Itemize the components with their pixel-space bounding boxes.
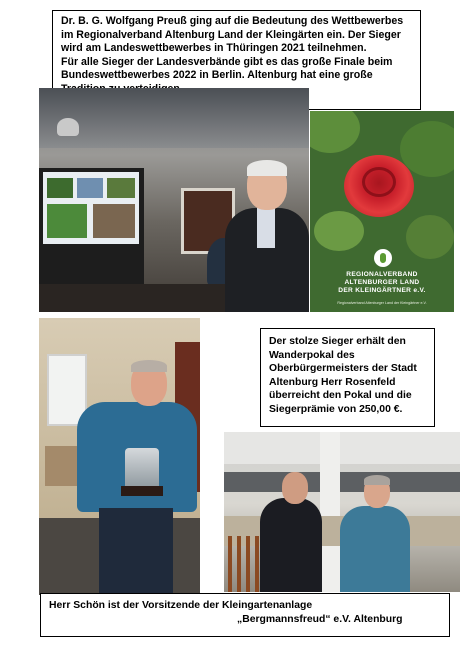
caption-line: „Bergmannsfreud“ e.V. Altenburg <box>237 614 403 625</box>
winner-line: Wanderpokal des <box>269 349 355 361</box>
intro-line: Dr. B. G. Wolfgang Preuß ging auf die Bedeutung des Wettbewerbes <box>61 15 404 27</box>
ceiling-lamp <box>57 118 79 136</box>
intro-line: Bundeswettbewerbes 2022 in Berlin. Altenburg hat eine große <box>61 69 373 82</box>
caption-line: Herr Schön ist der Vorsitzende der Kleingartenanlage <box>49 600 313 611</box>
speech-photo <box>39 88 309 312</box>
winner-line: Altenburg Herr Rosenfeld <box>269 376 396 388</box>
bench <box>45 446 79 486</box>
ceiling <box>39 88 309 148</box>
winner-line: Oberbürgermeisters der Stadt <box>269 363 417 375</box>
winner-trophy-photo <box>39 318 200 595</box>
winner-person <box>340 506 410 592</box>
association-logo <box>374 249 392 267</box>
banner-fine-print: Regionalverband Altenburger Land der Kleingärtner e.V. <box>337 301 427 305</box>
winner-line: Der stolze Sieger erhält den <box>269 336 406 347</box>
pillar <box>320 432 340 592</box>
table <box>39 284 229 312</box>
handover-photo <box>224 432 460 592</box>
speaker <box>225 162 309 312</box>
intro-line: wird am Landeswettbewerbes in Thüringen 2021 teilnehmen. <box>61 42 367 55</box>
chairs <box>228 536 264 592</box>
trophy <box>125 448 159 490</box>
presentation-slide <box>43 172 139 244</box>
rose-banner-photo <box>310 111 454 312</box>
winner-line: Siegerprämie von 250,00 €. <box>269 403 403 415</box>
winner-line: überreicht den Pokal und die <box>269 390 412 402</box>
intro-line: Für alle Sieger der Landesverbände gibt es das große Finale beim <box>61 55 393 68</box>
association-name: REGIONALVERBAND ALTENBURGER LAND DER KLEINGÄRTNER e.V. <box>338 271 426 294</box>
mayor-person <box>260 498 322 592</box>
caption-box <box>40 593 450 637</box>
winner-text-box <box>260 328 435 427</box>
intro-line: im Regionalverband Altenburg Land der Kleingärten ein. Der Sieger <box>61 28 401 41</box>
